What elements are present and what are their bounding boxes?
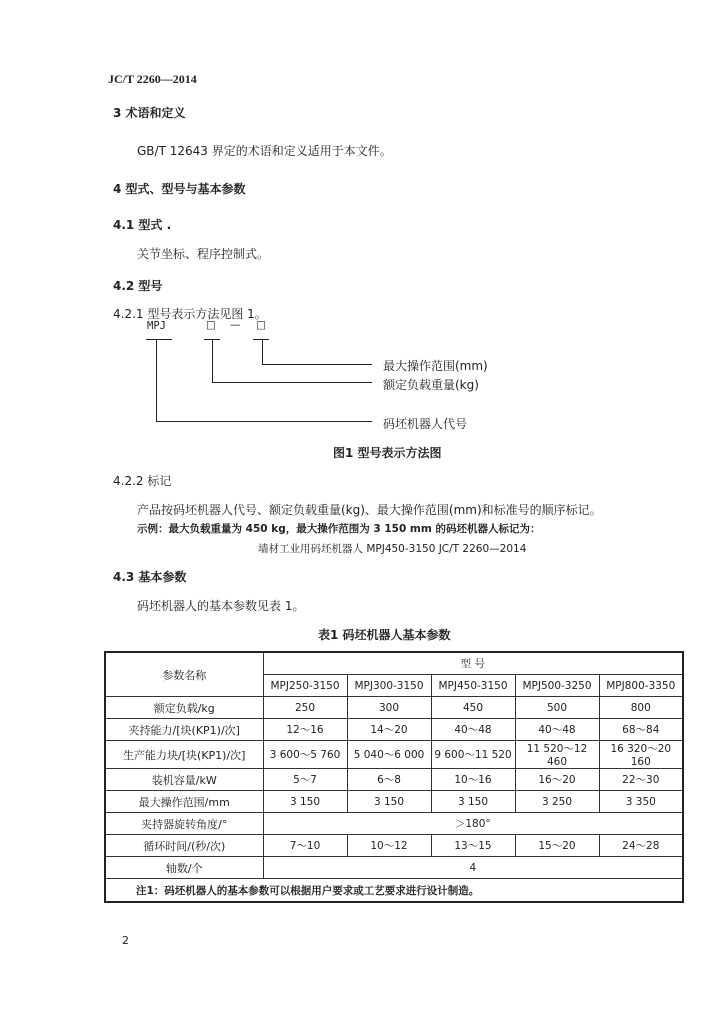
section-4-2-1-heading: 4.2.1 型号表示方法见图 1。: [113, 307, 267, 321]
diagram-leader-load-vertical: [212, 339, 213, 383]
table-note: 注1：码坯机器人的基本参数可以根据用户要求或工艺要求进行设计制造。: [105, 879, 683, 903]
table-cell: 10～12: [347, 835, 431, 857]
diagram-leader-code-vertical: [156, 339, 157, 422]
table-model-cell: MPJ500-3250: [515, 675, 599, 697]
table-cell: 3 150: [347, 791, 431, 813]
section-4-2-heading: 4.2 型号: [113, 279, 163, 293]
table-header-row: [105, 652, 683, 675]
diagram-leader-range-vertical: [262, 339, 263, 365]
table-cell: 15～20: [515, 835, 599, 857]
table-model-cell: MPJ300-3150: [347, 675, 431, 697]
table-cell: 22～30: [599, 769, 683, 791]
table-model-cell: MPJ800-3350: [599, 675, 683, 697]
diagram-leader-range-horizontal: [262, 364, 372, 365]
section-4-3-heading: 4.3 基本参数: [113, 570, 187, 584]
table-row: [105, 835, 683, 857]
table-1-caption: 表1 码坯机器人基本参数: [318, 628, 451, 642]
table-cell: 800: [599, 697, 683, 719]
diagram-box-range: □: [256, 319, 266, 331]
table-row: [105, 813, 683, 835]
basic-parameters-table: [104, 651, 684, 903]
table-row-name: 夹持器旋转角度/°: [105, 813, 263, 835]
diagram-leader-load-horizontal: [212, 382, 372, 383]
table-cell: 500: [515, 697, 599, 719]
table-model-header: 型 号: [263, 652, 683, 675]
table-cell: 40～48: [431, 719, 515, 741]
table-cell: 450: [431, 697, 515, 719]
table-cell: 3 150: [431, 791, 515, 813]
marking-example-designation: 墙材工业用码坯机器人 MPJ450-3150 JC/T 2260—2014: [258, 543, 527, 555]
marking-example: 示例：最大负载重量为 450 kg，最大操作范围为 3 150 mm 的码坯机器人标记为：: [137, 523, 541, 535]
table-row-name: 装机容量/kW: [105, 769, 263, 791]
table-cell: 3 600～5 760: [263, 741, 347, 769]
table-row: [105, 769, 683, 791]
table-cell: 300: [347, 697, 431, 719]
table-cell: 5 040～6 000: [347, 741, 431, 769]
document-code-header: JC/T 2260—2014: [108, 72, 197, 86]
table-cell: 9 600～11 520: [431, 741, 515, 769]
table-cell: 11 520～12 460: [515, 741, 599, 769]
table-model-cell: MPJ250-3150: [263, 675, 347, 697]
table-cell: 16 320～20 160: [599, 741, 683, 769]
table-cell: 16～20: [515, 769, 599, 791]
section-4-2-2-heading: 4.2.2 标记: [113, 474, 172, 488]
table-cell-merged: 4: [263, 857, 683, 879]
table-cell: 6～8: [347, 769, 431, 791]
table-cell: 12～16: [263, 719, 347, 741]
diagram-leader-code-horizontal: [156, 421, 372, 422]
table-cell: 10～16: [431, 769, 515, 791]
diagram-underline-code: [146, 339, 172, 340]
table-cell: 14～20: [347, 719, 431, 741]
figure-1-caption: 图1 型号表示方法图: [333, 446, 442, 460]
table-param-name-header: 参数名称: [105, 652, 263, 697]
table-cell: 13～15: [431, 835, 515, 857]
section-4-1-text: 关节坐标、程序控制式。: [137, 247, 270, 261]
diagram-label-robot-code: 码坯机器人代号: [383, 417, 468, 431]
table-row-name: 生产能力块/[块(KP1)/次]: [105, 741, 263, 769]
table-cell: 3 350: [599, 791, 683, 813]
diagram-label-rated-load: 额定负载重量(kg): [383, 378, 479, 392]
page-number: 2: [122, 934, 129, 947]
diagram-label-max-range: 最大操作范围(mm): [383, 359, 488, 373]
table-row-name: 循环时间/(秒/次): [105, 835, 263, 857]
table-cell: 24～28: [599, 835, 683, 857]
table-cell-merged: ＞180°: [263, 813, 683, 835]
table-row-name: 额定负载/kg: [105, 697, 263, 719]
table-row: [105, 697, 683, 719]
table-cell: 250: [263, 697, 347, 719]
section-3-text: GB/T 12643 界定的术语和定义适用于本文件。: [137, 144, 392, 158]
diagram-box-load: □: [206, 319, 216, 331]
table-cell: 68～84: [599, 719, 683, 741]
table-cell: 7～10: [263, 835, 347, 857]
table-model-cell: MPJ450-3150: [431, 675, 515, 697]
table-row-name: 轴数/个: [105, 857, 263, 879]
table-cell: 40～48: [515, 719, 599, 741]
table-row: [105, 791, 683, 813]
table-cell: 3 150: [263, 791, 347, 813]
table-row: [105, 857, 683, 879]
table-row: [105, 741, 683, 769]
table-row: [105, 719, 683, 741]
diagram-underline-range: [253, 339, 269, 340]
section-4-3-text: 码坯机器人的基本参数见表 1。: [137, 599, 305, 613]
table-note-row: [105, 879, 683, 903]
diagram-code-text: MPJ: [147, 320, 166, 332]
section-3-heading: 3 术语和定义: [113, 106, 186, 120]
table-cell: 3 250: [515, 791, 599, 813]
section-4-2-2-text: 产品按码坯机器人代号、额定负载重量(kg)、最大操作范围(mm)和标准号的顺序标记。: [137, 503, 602, 517]
table-row-name: 最大操作范围/mm: [105, 791, 263, 813]
section-4-1-heading: 4.1 型式 .: [113, 218, 172, 232]
table-row-name: 夹持能力/[块(KP1)/次]: [105, 719, 263, 741]
table-cell: 5～7: [263, 769, 347, 791]
section-4-heading: 4 型式、型号与基本参数: [113, 182, 246, 196]
diagram-dash: —: [230, 319, 241, 331]
